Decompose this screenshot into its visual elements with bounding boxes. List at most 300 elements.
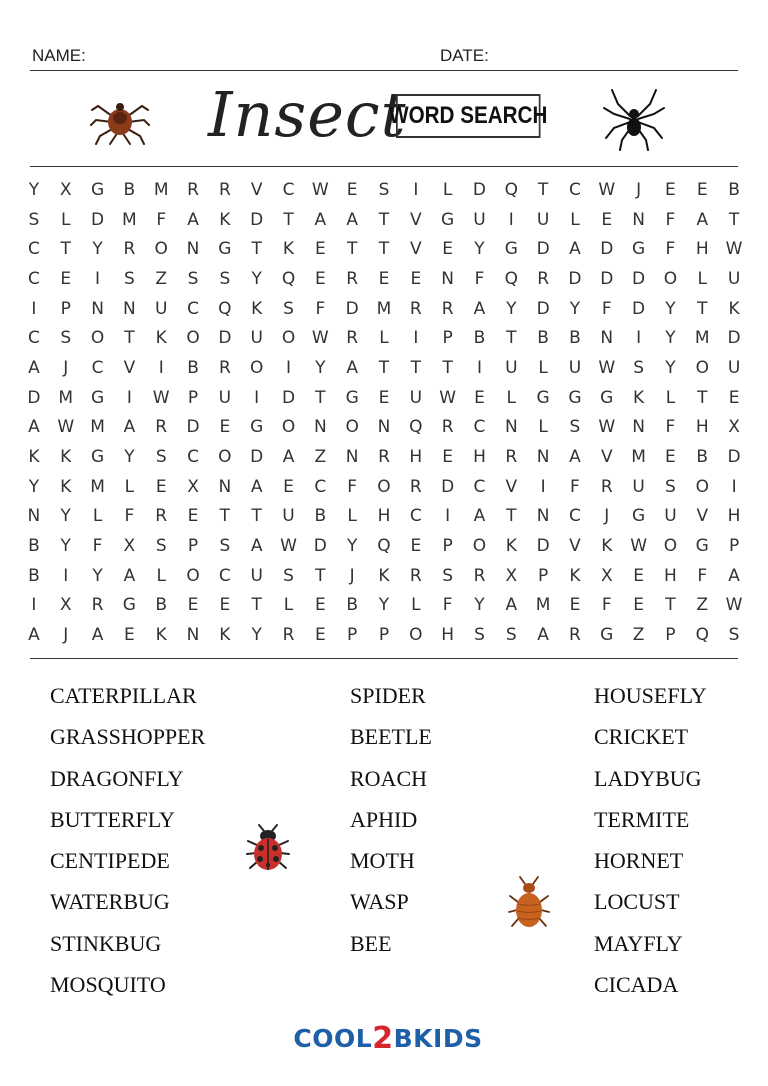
grid-cell: I xyxy=(540,476,546,497)
grid-cell: U xyxy=(727,357,741,378)
grid-cell: M xyxy=(90,476,105,497)
grid-cell: R xyxy=(123,239,136,260)
grid-cell: E xyxy=(187,595,199,616)
grid-cell: W xyxy=(630,536,647,557)
grid-cell: R xyxy=(569,625,581,646)
grid-cell: T xyxy=(251,506,262,527)
grid-cell: N xyxy=(27,506,41,527)
grid-cell: R xyxy=(473,565,486,586)
grid-cell: E xyxy=(314,239,326,260)
grid-cell: O xyxy=(281,328,296,349)
grid-cell: E xyxy=(601,209,613,230)
grid-cell: D xyxy=(91,209,105,230)
grid-cell: R xyxy=(218,357,231,378)
grid-cell: D xyxy=(186,417,200,438)
grid-cell: L xyxy=(124,476,135,497)
grid-cell: F xyxy=(601,298,612,319)
grid-cell: O xyxy=(695,357,709,378)
grid-cell: P xyxy=(728,536,740,557)
grid-cell: W xyxy=(598,357,616,378)
bedbug-icon xyxy=(508,876,550,932)
grid-cell: A xyxy=(569,239,581,260)
word-list-item: GRASSHOPPER xyxy=(50,724,206,750)
grid-cell: Z xyxy=(314,447,327,468)
grid-cell: E xyxy=(314,268,326,289)
grid-cell: P xyxy=(60,298,71,319)
grid-cell: E xyxy=(633,565,644,586)
word-list-item: LOCUST xyxy=(594,889,680,915)
grid-cell: N xyxy=(632,417,645,438)
grid-cell: T xyxy=(346,239,358,260)
grid-cell: B xyxy=(28,565,40,586)
grid-cell: B xyxy=(28,536,40,557)
grid-cell: A xyxy=(473,298,486,319)
grid-cell: W xyxy=(280,536,297,557)
grid-cell: D xyxy=(632,268,646,289)
grid-cell: S xyxy=(474,625,485,646)
grid-cell: Q xyxy=(409,417,423,438)
grid-cell: S xyxy=(665,476,676,497)
grid-cell: S xyxy=(155,536,167,557)
grid-cell: S xyxy=(633,357,644,378)
grid-cell: A xyxy=(728,565,740,586)
grid-cell: L xyxy=(60,209,71,230)
grid-cell: E xyxy=(633,595,644,616)
grid-cell: K xyxy=(633,387,645,408)
grid-cell: S xyxy=(569,417,581,438)
title-band xyxy=(30,78,738,167)
grid-cell: Z xyxy=(632,625,645,646)
letter-grid xyxy=(18,175,750,650)
grid-cell: R xyxy=(187,179,199,200)
grid-cell: T xyxy=(506,506,517,527)
word-list-item: MOSQUITO xyxy=(50,972,166,998)
grid-cell: T xyxy=(124,328,135,349)
grid-cell: B xyxy=(728,179,740,200)
grid-cell: L xyxy=(538,357,548,378)
word-list-item: DRAGONFLY xyxy=(50,765,184,791)
grid-cell: K xyxy=(60,447,72,468)
grid-cell: E xyxy=(155,476,167,497)
grid-cell: D xyxy=(472,179,487,200)
grid-cell: U xyxy=(282,506,295,527)
grid-cell: M xyxy=(535,595,551,616)
grid-cell: D xyxy=(727,328,741,349)
grid-cell: K xyxy=(155,625,167,646)
grid-cell: N xyxy=(600,328,614,349)
grid-cell: R xyxy=(600,476,613,497)
grid-cell: S xyxy=(219,536,231,557)
grid-cell: V xyxy=(569,536,581,557)
grid-cell: X xyxy=(728,417,740,438)
grid-cell: M xyxy=(58,387,74,408)
grid-cell: W xyxy=(598,417,616,438)
word-list-item: MOTH xyxy=(350,848,415,874)
grid-cell: D xyxy=(600,239,614,260)
grid-cell: A xyxy=(346,209,358,230)
grid-cell: E xyxy=(728,387,740,408)
grid-cell: N xyxy=(91,298,104,319)
grid-cell: A xyxy=(123,565,136,586)
grid-cell: D xyxy=(600,268,614,289)
word-list-item: CRICKET xyxy=(594,724,689,750)
grid-cell: S xyxy=(283,565,294,586)
grid-cell: V xyxy=(250,179,263,200)
word-list-item: BEETLE xyxy=(350,724,432,750)
grid-cell: T xyxy=(506,328,517,349)
grid-cell: A xyxy=(123,417,136,438)
grid-cell: C xyxy=(27,239,40,260)
grid-cell: X xyxy=(59,595,72,616)
grid-cell: S xyxy=(505,625,517,646)
grid-cell: F xyxy=(156,209,167,230)
grid-cell: L xyxy=(347,506,357,527)
grid-cell: U xyxy=(505,357,518,378)
word-list-item: CICADA xyxy=(594,972,679,998)
grid-cell: M xyxy=(694,328,710,349)
grid-cell: W xyxy=(439,387,457,408)
grid-cell: E xyxy=(283,476,294,497)
grid-cell: K xyxy=(505,536,517,557)
grid-cell: R xyxy=(441,298,454,319)
word-list-column-3 xyxy=(594,682,707,1012)
grid-cell: T xyxy=(537,179,549,200)
grid-cell: T xyxy=(251,239,262,260)
grid-cell: S xyxy=(187,268,199,289)
grid-cell: C xyxy=(473,476,486,497)
grid-cell: P xyxy=(187,536,199,557)
grid-cell: A xyxy=(537,625,549,646)
grid-cell: O xyxy=(154,239,168,260)
grid-cell: R xyxy=(409,476,422,497)
grid-cell: K xyxy=(569,565,581,586)
grid-cell: W xyxy=(152,387,170,408)
grid-cell: T xyxy=(728,209,740,230)
grid-cell: R xyxy=(346,268,359,289)
grid-cell: T xyxy=(219,506,231,527)
grid-cell: D xyxy=(536,536,550,557)
grid-cell: W xyxy=(311,328,329,349)
grid-cell: I xyxy=(508,209,514,230)
grid-cell: R xyxy=(441,417,454,438)
grid-cell: C xyxy=(314,476,327,497)
grid-cell: B xyxy=(537,328,549,349)
grid-cell: A xyxy=(28,417,40,438)
grid-cell: G xyxy=(441,209,455,230)
grid-cell: C xyxy=(473,417,486,438)
grid-cell: L xyxy=(442,179,453,200)
grid-cell: M xyxy=(90,417,105,438)
word-list-item: ROACH xyxy=(350,765,428,791)
grid-cell: O xyxy=(663,268,678,289)
word-list-item: WATERBUG xyxy=(50,889,170,915)
grid-cell: N xyxy=(123,298,136,319)
grid-cell: E xyxy=(474,387,485,408)
grid-cell: A xyxy=(346,357,358,378)
grid-cell: R xyxy=(378,447,390,468)
grid-cell: P xyxy=(187,387,199,408)
grid-cell: W xyxy=(598,179,616,200)
grid-cell: I xyxy=(413,179,419,200)
grid-cell: R xyxy=(155,417,168,438)
grid-cell: X xyxy=(123,536,136,557)
grid-cell: L xyxy=(283,595,294,616)
grid-cell: X xyxy=(187,476,199,497)
grid-cell: A xyxy=(314,209,327,230)
grid-cell: C xyxy=(27,268,40,289)
grid-cell: Q xyxy=(377,536,391,557)
name-date-row xyxy=(30,44,738,71)
grid-cell: E xyxy=(442,447,454,468)
grid-cell: U xyxy=(218,387,232,408)
grid-cell: I xyxy=(286,357,292,378)
word-list-item: STINKBUG xyxy=(50,930,162,956)
grid-cell: Y xyxy=(315,357,326,378)
word-list-item: LADYBUG xyxy=(594,765,702,791)
grid-cell: X xyxy=(505,565,518,586)
word-list-item: APHID xyxy=(350,806,418,832)
grid-cell: G xyxy=(600,387,614,408)
grid-cell: I xyxy=(63,565,69,586)
grid-cell: U xyxy=(473,209,486,230)
grid-cell: G xyxy=(600,625,614,646)
grid-cell: G xyxy=(504,239,518,260)
grid-cell: H xyxy=(377,506,391,527)
grid-cell: L xyxy=(570,209,580,230)
grid-cell: Y xyxy=(124,447,135,468)
grid-cell: U xyxy=(154,298,168,319)
grid-cell: U xyxy=(250,565,263,586)
grid-cell: Z xyxy=(696,595,709,616)
grid-cell: O xyxy=(90,328,105,349)
word-list-column-2 xyxy=(350,682,432,971)
grid-cell: P xyxy=(537,565,549,586)
grid-cell: O xyxy=(663,536,678,557)
grid-cell: E xyxy=(378,268,390,289)
grid-cell: U xyxy=(409,387,423,408)
grid-cell: V xyxy=(410,209,422,230)
grid-cell: I xyxy=(31,298,37,319)
grid-cell: O xyxy=(186,565,200,586)
grid-cell: Z xyxy=(155,268,168,289)
grid-cell: M xyxy=(631,447,646,468)
grid-cell: S xyxy=(283,298,294,319)
date-label: DATE: xyxy=(440,46,489,65)
grid-cell: Y xyxy=(474,239,485,260)
grid-cell: S xyxy=(123,268,135,289)
grid-cell: Y xyxy=(665,298,676,319)
grid-cell: S xyxy=(442,565,454,586)
grid-cell: S xyxy=(728,625,740,646)
grid-cell: D xyxy=(250,447,264,468)
grid-cell: F xyxy=(474,268,485,289)
grid-cell: A xyxy=(505,595,518,616)
grid-cell: Y xyxy=(92,239,103,260)
grid-cell: N xyxy=(441,268,454,289)
grid-cell: O xyxy=(377,476,391,497)
grid-cell: E xyxy=(665,179,676,200)
grid-cell: K xyxy=(282,239,295,260)
grid-cell: C xyxy=(91,357,104,378)
grid-cell: G xyxy=(122,595,136,616)
grid-cell: F xyxy=(665,239,676,260)
grid-cell: E xyxy=(569,595,581,616)
grid-cell: O xyxy=(472,536,487,557)
grid-cell: C xyxy=(409,506,422,527)
brand-logo xyxy=(293,1018,483,1058)
grid-cell: A xyxy=(696,209,709,230)
grid-cell: N xyxy=(218,476,232,497)
grid-cell: Y xyxy=(474,595,485,616)
grid-cell: F xyxy=(665,209,676,230)
grid-cell: R xyxy=(537,268,550,289)
grid-cell: D xyxy=(536,239,550,260)
grid-cell: V xyxy=(410,239,422,260)
grid-cell: R xyxy=(91,595,104,616)
grid-cell: I xyxy=(636,328,642,349)
grid-cell: I xyxy=(476,357,482,378)
grid-cell: T xyxy=(697,387,708,408)
grid-cell: G xyxy=(632,239,646,260)
grid-cell: C xyxy=(282,179,295,200)
grid-cell: G xyxy=(345,387,359,408)
grid-cell: P xyxy=(442,328,453,349)
grid-cell: Y xyxy=(28,179,40,200)
grid-cell: D xyxy=(441,476,455,497)
name-label: NAME: xyxy=(32,46,86,65)
grid-cell: A xyxy=(473,506,486,527)
grid-cell: Y xyxy=(665,328,676,349)
grid-cell: O xyxy=(345,417,359,438)
grid-cell: L xyxy=(379,328,389,349)
grid-cell: L xyxy=(92,506,103,527)
grid-cell: I xyxy=(95,268,101,289)
grid-cell: F xyxy=(665,417,676,438)
grid-cell: C xyxy=(187,447,199,468)
grid-cell: O xyxy=(218,447,232,468)
grid-cell: E xyxy=(124,625,135,646)
grid-cell: G xyxy=(218,239,232,260)
grid-cell: D xyxy=(218,328,232,349)
grid-cell: N xyxy=(504,417,518,438)
grid-cell: U xyxy=(632,476,645,497)
grid-cell: B xyxy=(314,506,327,527)
grid-cell: J xyxy=(63,357,69,378)
grid-cell: K xyxy=(728,298,740,319)
grid-cell: Q xyxy=(504,179,518,200)
grid-cell: E xyxy=(378,387,390,408)
grid-cell: I xyxy=(445,506,451,527)
grid-cell: O xyxy=(249,357,264,378)
grid-cell: R xyxy=(155,506,168,527)
grid-cell: R xyxy=(282,625,295,646)
grid-cell: Y xyxy=(251,625,262,646)
grid-cell: A xyxy=(187,209,199,230)
grid-cell: B xyxy=(155,595,168,616)
grid-cell: H xyxy=(441,625,455,646)
spider-icon xyxy=(602,86,666,152)
grid-cell: L xyxy=(506,387,517,408)
grid-cell: P xyxy=(442,536,453,557)
grid-cell: Q xyxy=(504,268,518,289)
logo-part-bkids: BKIDS xyxy=(393,1023,483,1053)
word-list-item: HORNET xyxy=(594,848,684,874)
grid-cell: J xyxy=(349,565,355,586)
word-list-item: WASP xyxy=(350,889,409,915)
grid-cell: E xyxy=(314,595,326,616)
logo-part-cool: COOL xyxy=(293,1023,373,1053)
word-list-item: CENTIPEDE xyxy=(50,848,170,874)
grid-cell: S xyxy=(219,268,231,289)
grid-cell: G xyxy=(695,536,709,557)
grid-cell: I xyxy=(31,595,37,616)
grid-cell: A xyxy=(250,536,263,557)
grid-cell: F xyxy=(347,476,358,497)
grid-cell: F xyxy=(570,476,580,497)
grid-cell: H xyxy=(695,417,709,438)
grid-cell: V xyxy=(696,506,709,527)
divider xyxy=(30,658,738,659)
grid-cell: F xyxy=(697,565,708,586)
grid-cell: I xyxy=(731,476,737,497)
grid-cell: A xyxy=(250,476,263,497)
grid-cell: T xyxy=(378,239,390,260)
grid-cell: D xyxy=(313,536,327,557)
grid-cell: C xyxy=(187,298,199,319)
word-list-column-1 xyxy=(50,682,205,1012)
grid-cell: B xyxy=(473,328,486,349)
grid-cell: B xyxy=(696,447,709,468)
grid-cell: T xyxy=(378,209,390,230)
grid-cell: V xyxy=(600,447,613,468)
grid-cell: E xyxy=(187,506,199,527)
grid-cell: J xyxy=(63,625,69,646)
word-list-item: MAYFLY xyxy=(594,930,683,956)
grid-cell: A xyxy=(28,357,40,378)
grid-cell: B xyxy=(346,595,358,616)
grid-cell: K xyxy=(219,625,231,646)
title-word-search: WORD SEARCH xyxy=(396,94,540,138)
grid-cell: U xyxy=(536,209,550,230)
grid-cell: M xyxy=(153,179,169,200)
grid-cell: V xyxy=(123,357,136,378)
grid-cell: O xyxy=(186,328,200,349)
grid-cell: F xyxy=(124,506,135,527)
grid-cell: A xyxy=(28,625,40,646)
grid-cell: K xyxy=(219,209,231,230)
grid-cell: D xyxy=(250,209,264,230)
grid-cell: W xyxy=(725,239,743,260)
grid-cell: E xyxy=(219,417,231,438)
grid-cell: N xyxy=(536,506,550,527)
grid-cell: T xyxy=(410,357,422,378)
title-insect: Insect xyxy=(208,78,407,151)
grid-cell: F xyxy=(601,595,612,616)
grid-cell: Y xyxy=(506,298,517,319)
grid-cell: G xyxy=(632,506,646,527)
grid-cell: L xyxy=(697,268,707,289)
grid-cell: T xyxy=(442,357,453,378)
grid-cell: K xyxy=(251,298,263,319)
grid-cell: C xyxy=(218,565,231,586)
ladybug-icon xyxy=(245,823,291,875)
grid-cell: O xyxy=(695,476,709,497)
grid-cell: Y xyxy=(378,595,390,616)
grid-cell: P xyxy=(665,625,676,646)
grid-cell: T xyxy=(283,209,294,230)
grid-cell: A xyxy=(569,447,581,468)
grid-cell: R xyxy=(409,298,422,319)
